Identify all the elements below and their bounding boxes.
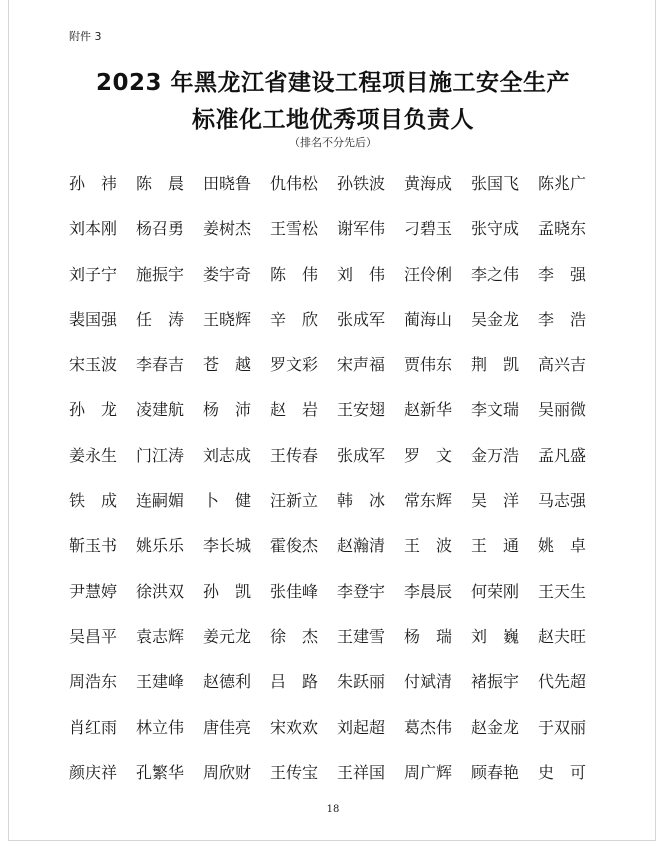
person-name: 陈晨 — [136, 174, 201, 193]
person-name: 孙铁波 — [337, 174, 386, 193]
person-name: 田晓鲁 — [203, 174, 252, 193]
person-name: 宋玉波 — [69, 355, 118, 375]
person-name: 吴金龙 — [471, 309, 520, 329]
person-name: 赵夫旺 — [538, 626, 587, 646]
person-name: 李长城 — [203, 536, 252, 556]
person-name: 施振宇 — [136, 264, 185, 284]
person-name: 蔺海山 — [404, 309, 453, 329]
person-name: 王天生 — [538, 581, 587, 601]
person-name: 苍越 — [203, 355, 268, 375]
ordering-note: （排名不分先后） — [289, 136, 377, 149]
person-name: 高兴吉 — [538, 355, 587, 375]
person-name: 刘起超 — [337, 717, 386, 737]
person-name: 张守成 — [471, 219, 520, 239]
person-name: 谢军伟 — [337, 219, 386, 239]
person-name: 汪伶俐 — [404, 264, 453, 284]
person-name: 姚乐乐 — [136, 536, 185, 556]
person-name: 李晨辰 — [404, 581, 453, 601]
person-name: 李浩 — [538, 309, 603, 329]
person-name: 刁碧玉 — [404, 219, 453, 239]
person-name: 凌建航 — [136, 400, 185, 420]
person-name: 黄海成 — [404, 174, 453, 193]
person-name: 杨沛 — [203, 400, 268, 420]
person-name: 陈兆广 — [538, 174, 587, 193]
person-name: 徐洪双 — [136, 581, 185, 601]
person-name: 李登宇 — [337, 581, 386, 601]
person-name: 贾伟东 — [404, 355, 453, 375]
person-name: 姜永生 — [69, 445, 118, 465]
person-name: 赵德利 — [203, 672, 252, 692]
person-name: 赵瀚清 — [337, 536, 386, 556]
person-name: 于双丽 — [538, 717, 587, 737]
person-name: 宋欢欢 — [270, 717, 319, 737]
person-name: 刘巍 — [471, 626, 536, 646]
person-name: 王传宝 — [270, 762, 319, 782]
person-name: 袁志辉 — [136, 626, 185, 646]
person-name: 周浩东 — [69, 672, 118, 692]
person-name: 霍俊杰 — [270, 536, 319, 556]
person-name: 张成军 — [337, 445, 386, 465]
person-name: 徐杰 — [270, 626, 335, 646]
person-name: 王传春 — [270, 445, 319, 465]
person-name: 李文瑞 — [471, 400, 520, 420]
person-name: 任涛 — [136, 309, 201, 329]
person-name: 荆凯 — [471, 355, 536, 375]
person-name: 周广辉 — [404, 762, 453, 782]
person-name: 张国飞 — [471, 174, 520, 193]
person-name: 周欣财 — [203, 762, 252, 782]
person-name: 杨瑞 — [404, 626, 469, 646]
person-name: 常东辉 — [404, 491, 453, 511]
person-name: 铁成 — [69, 491, 134, 511]
person-name: 李之伟 — [471, 264, 520, 284]
person-name: 卜健 — [203, 491, 268, 511]
person-name: 王雪松 — [270, 219, 319, 239]
person-name: 陈伟 — [270, 264, 335, 284]
person-name: 杨召勇 — [136, 219, 185, 239]
person-name: 刘本刚 — [69, 219, 118, 239]
person-name: 吴洋 — [471, 491, 536, 511]
person-name: 孟晓东 — [538, 219, 587, 239]
person-name: 张佳峰 — [270, 581, 319, 601]
page-number: 18 — [326, 804, 340, 815]
person-name: 李春吉 — [136, 355, 185, 375]
person-name: 肖红雨 — [69, 717, 118, 737]
person-name: 葛杰伟 — [404, 717, 453, 737]
person-name: 李强 — [538, 264, 603, 284]
document-title-line-1: 2023 年黑龙江省建设工程项目施工安全生产 — [95, 70, 571, 96]
person-name: 林立伟 — [136, 717, 185, 737]
person-name: 姜树杰 — [203, 219, 252, 239]
attachment-label: 附件 3 — [69, 30, 102, 43]
person-name: 孙祎 — [69, 174, 134, 193]
name-list — [69, 172, 605, 806]
person-name: 宋声福 — [337, 355, 386, 375]
person-name: 罗文 — [404, 445, 469, 465]
person-name: 赵新华 — [404, 400, 453, 420]
person-name: 马志强 — [538, 491, 587, 511]
person-name: 何荣刚 — [471, 581, 520, 601]
person-name: 王祥国 — [337, 762, 386, 782]
person-name: 颜庆祥 — [69, 762, 118, 782]
person-name: 罗文彩 — [270, 355, 319, 375]
person-name: 唐佳亮 — [203, 717, 252, 737]
person-name: 史可 — [538, 762, 603, 782]
person-name: 刘子宁 — [69, 264, 118, 284]
person-name: 王建雪 — [337, 626, 386, 646]
person-name: 代先超 — [538, 672, 587, 692]
document-title-line-2: 标准化工地优秀项目负责人 — [192, 107, 474, 133]
person-name: 赵岩 — [270, 400, 335, 420]
person-name: 王安翅 — [337, 400, 386, 420]
person-name: 金万浩 — [471, 445, 520, 465]
person-name: 王建峰 — [136, 672, 185, 692]
person-name: 吴昌平 — [69, 626, 118, 646]
person-name: 王通 — [471, 536, 536, 556]
person-name: 仇伟松 — [270, 174, 319, 193]
person-name: 刘志成 — [203, 445, 252, 465]
person-name: 娄宇奇 — [203, 264, 252, 284]
person-name: 张成军 — [337, 309, 386, 329]
person-name: 韩冰 — [337, 491, 402, 511]
person-name: 赵金龙 — [471, 717, 520, 737]
person-name: 姚卓 — [538, 536, 603, 556]
person-name: 付斌清 — [404, 672, 453, 692]
person-name: 吕路 — [270, 672, 335, 692]
person-name: 孔繁华 — [136, 762, 185, 782]
document-page — [8, 0, 656, 841]
person-name: 顾春艳 — [471, 762, 520, 782]
person-name: 王晓辉 — [203, 309, 252, 329]
person-name: 门江涛 — [136, 445, 185, 465]
person-name: 辛欣 — [270, 309, 335, 329]
person-name: 王波 — [404, 536, 469, 556]
person-name: 孟凡盛 — [538, 445, 587, 465]
person-name: 姜元龙 — [203, 626, 252, 646]
person-name: 裴国强 — [69, 309, 118, 329]
person-name: 靳玉书 — [69, 536, 118, 556]
person-name: 孙龙 — [69, 400, 134, 420]
person-name: 汪新立 — [270, 491, 319, 511]
person-name: 尹慧婷 — [69, 581, 118, 601]
person-name: 褚振宇 — [471, 672, 520, 692]
person-name: 刘伟 — [337, 264, 402, 284]
person-name: 孙凯 — [203, 581, 268, 601]
person-name: 连嗣媚 — [136, 491, 185, 511]
person-name: 朱跃丽 — [337, 672, 386, 692]
person-name: 吴丽微 — [538, 400, 587, 420]
